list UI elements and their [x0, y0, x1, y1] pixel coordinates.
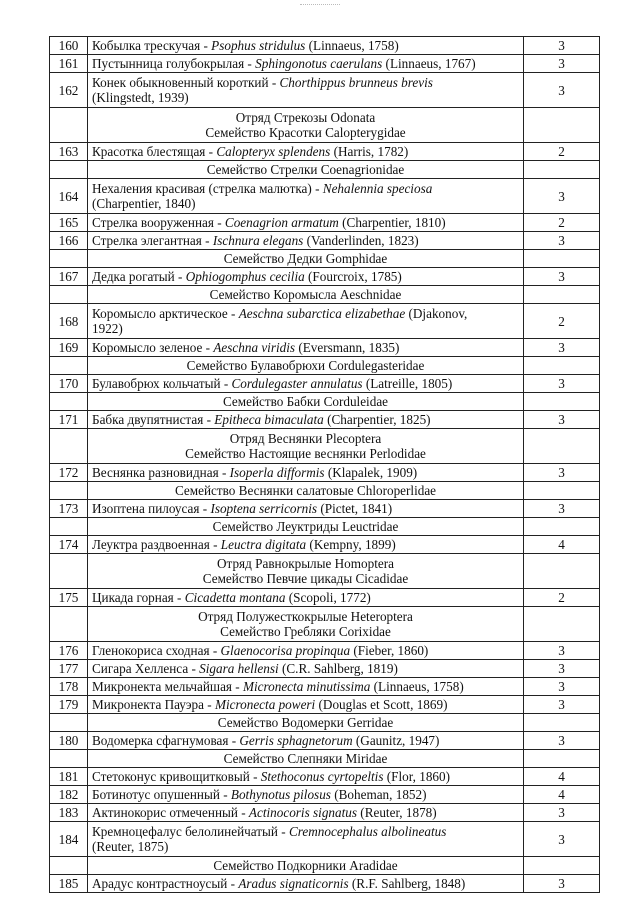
- latin-name: Bothynotus pilosus: [230, 787, 331, 802]
- russian-name: Дедка рогатый -: [92, 269, 186, 284]
- taxon-header-row: [50, 393, 600, 411]
- taxon-header: [88, 750, 524, 768]
- species-row: [50, 696, 600, 714]
- species-name: [88, 375, 524, 393]
- category-value: 3: [524, 500, 600, 518]
- species-name: [88, 589, 524, 607]
- species-number: 177: [50, 660, 88, 678]
- empty-cell: [524, 108, 600, 143]
- russian-name: Леуктра раздвоенная -: [92, 537, 221, 552]
- species-name: [88, 660, 524, 678]
- empty-cell: [524, 429, 600, 464]
- species-number: 167: [50, 268, 88, 286]
- empty-cell: [524, 518, 600, 536]
- species-row: [50, 179, 600, 214]
- empty-cell: [50, 161, 88, 179]
- species-name: [88, 304, 524, 339]
- species-table: [49, 36, 600, 893]
- taxon-header-row: [50, 161, 600, 179]
- latin-name: Epitheca bimaculata: [214, 412, 324, 427]
- author-citation: (Boheman, 1852): [330, 787, 427, 802]
- taxon-header-line: Семейство Бабки Corduleidae: [222, 394, 389, 409]
- latin-name: Psophus stridulus: [211, 38, 306, 53]
- taxon-header: [88, 554, 524, 589]
- empty-cell: [524, 554, 600, 589]
- russian-name: Коромысло арктическое -: [92, 306, 239, 321]
- author-citation: (Djakonov,: [405, 306, 468, 321]
- latin-name: Aradus signaticornis: [238, 876, 349, 891]
- species-name: [88, 232, 524, 250]
- author-citation: (Gaunitz, 1947): [352, 733, 440, 748]
- empty-cell: [50, 607, 88, 642]
- species-row: [50, 268, 600, 286]
- author-citation: (Douglas et Scott, 1869): [315, 697, 448, 712]
- taxon-header: [88, 393, 524, 411]
- species-number: 178: [50, 678, 88, 696]
- taxon-header-row: [50, 714, 600, 732]
- latin-name: Aeschna viridis: [213, 340, 296, 355]
- latin-name: Sphingonotus caerulans: [255, 56, 383, 71]
- author-citation: (Scopoli, 1772): [285, 590, 371, 605]
- latin-name: Nehalennia speciosa: [322, 181, 433, 196]
- russian-name: Булавобрюх кольчатый -: [92, 376, 232, 391]
- species-row: [50, 411, 600, 429]
- taxon-header: [88, 161, 524, 179]
- species-row: [50, 232, 600, 250]
- species-number: 172: [50, 464, 88, 482]
- empty-cell: [50, 554, 88, 589]
- species-name: [88, 500, 524, 518]
- taxon-header-row: [50, 482, 600, 500]
- author-citation: (Kempny, 1899): [306, 537, 396, 552]
- russian-name: Микронекта Пауэра -: [92, 697, 215, 712]
- species-row: [50, 339, 600, 357]
- taxon-header-line: Семейство Веснянки салатовые Chloroperlidae: [174, 483, 437, 498]
- taxon-header: [88, 357, 524, 375]
- species-name-line: [92, 181, 519, 196]
- taxon-header-line: Семейство Гребляки Corixidae: [220, 624, 391, 639]
- author-citation: (Reuter, 1878): [357, 805, 437, 820]
- author-citation: (C.R. Sahlberg, 1819): [278, 661, 398, 676]
- author-citation: (Flor, 1860): [383, 769, 450, 784]
- taxon-header-line: Семейство Дедки Gomphidae: [223, 251, 388, 266]
- empty-cell: [524, 161, 600, 179]
- empty-cell: [50, 518, 88, 536]
- russian-name: Красотка блестящая -: [92, 144, 217, 159]
- latin-name: Cicadetta montana: [184, 590, 286, 605]
- category-value: 2: [524, 589, 600, 607]
- species-row: [50, 678, 600, 696]
- species-number: 183: [50, 804, 88, 822]
- author-citation: 1922): [92, 321, 123, 336]
- species-number: 164: [50, 179, 88, 214]
- author-citation: (Pictet, 1841): [317, 501, 393, 516]
- taxon-header-row: [50, 607, 600, 642]
- category-value: 2: [524, 304, 600, 339]
- species-row: [50, 464, 600, 482]
- species-number: 163: [50, 143, 88, 161]
- russian-name: Стрелка элегантная -: [92, 233, 213, 248]
- species-row: [50, 143, 600, 161]
- taxon-header-row: [50, 108, 600, 143]
- category-value: 3: [524, 37, 600, 55]
- latin-name: Ophiogomphus cecilia: [185, 269, 305, 284]
- species-number: 182: [50, 786, 88, 804]
- taxon-header: [88, 108, 524, 143]
- russian-name: Арадус контрастноусый -: [92, 876, 239, 891]
- author-citation: (Reuter, 1875): [92, 839, 169, 854]
- category-value: 4: [524, 768, 600, 786]
- taxon-header-line: Семейство Певчие цикады Cicadidae: [202, 571, 409, 586]
- species-row: [50, 768, 600, 786]
- species-name: [88, 37, 524, 55]
- latin-name: Isoptena serricornis: [210, 501, 318, 516]
- category-value: 3: [524, 73, 600, 108]
- species-name-line: [92, 824, 519, 839]
- russian-name: Сигара Хелленса -: [92, 661, 200, 676]
- species-name: [88, 804, 524, 822]
- taxon-header-row: [50, 286, 600, 304]
- latin-name: Cremnocephalus albolineatus: [288, 824, 447, 839]
- empty-cell: [524, 393, 600, 411]
- species-row: [50, 37, 600, 55]
- latin-name: Actinocoris signatus: [248, 805, 357, 820]
- species-row: [50, 804, 600, 822]
- species-number: 184: [50, 822, 88, 857]
- species-number: 165: [50, 214, 88, 232]
- category-value: 3: [524, 464, 600, 482]
- category-value: 3: [524, 268, 600, 286]
- taxon-header-line: Семейство Водомерки Gerridae: [217, 715, 394, 730]
- category-value: 3: [524, 232, 600, 250]
- species-row: [50, 73, 600, 108]
- latin-name: Cordulegaster annulatus: [231, 376, 363, 391]
- russian-name: Ботинотус опушенный -: [92, 787, 231, 802]
- taxon-header: [88, 429, 524, 464]
- species-number: 173: [50, 500, 88, 518]
- category-value: 3: [524, 375, 600, 393]
- taxon-header-row: [50, 250, 600, 268]
- latin-name: Calopteryx splendens: [216, 144, 331, 159]
- species-row: [50, 500, 600, 518]
- latin-name: Leuctra digitata: [220, 537, 307, 552]
- species-name: [88, 339, 524, 357]
- taxon-header-line: Отряд Полужесткокрылые Heteroptera: [198, 609, 413, 624]
- russian-name: Коромысло зеленое -: [92, 340, 214, 355]
- russian-name: Пустынница голубокрылая -: [92, 56, 256, 71]
- taxon-header-row: [50, 750, 600, 768]
- species-row: [50, 642, 600, 660]
- species-name: [88, 268, 524, 286]
- author-citation: (Charpentier, 1810): [338, 215, 446, 230]
- species-number: 168: [50, 304, 88, 339]
- empty-cell: [524, 286, 600, 304]
- latin-name: Gerris sphagnetorum: [239, 733, 353, 748]
- author-citation: (Linnaeus, 1758): [305, 38, 399, 53]
- latin-name: Sigara hellensi: [199, 661, 279, 676]
- species-row: [50, 822, 600, 857]
- species-row: [50, 875, 600, 893]
- taxon-header-row: [50, 357, 600, 375]
- author-citation: (Klingstedt, 1939): [92, 90, 189, 105]
- taxon-header-line: Отряд Равнокрылые Homoptera: [217, 556, 394, 571]
- latin-name: Glaenocorisa propinqua: [220, 643, 351, 658]
- taxon-header-row: [50, 857, 600, 875]
- empty-cell: [524, 357, 600, 375]
- taxon-header-line: Семейство Стрелки Coenagrionidae: [206, 162, 405, 177]
- russian-name: Стрелка вооруженная -: [92, 215, 225, 230]
- species-name: [88, 73, 524, 108]
- species-number: 175: [50, 589, 88, 607]
- russian-name: Гленокориса сходная -: [92, 643, 221, 658]
- species-number: 169: [50, 339, 88, 357]
- taxon-header-line: Семейство Булавобрюхи Cordulegasteridae: [186, 358, 425, 373]
- author-citation: (Linnaeus, 1758): [370, 679, 464, 694]
- category-value: 4: [524, 786, 600, 804]
- author-citation: (Charpentier, 1825): [323, 412, 431, 427]
- taxon-header: [88, 250, 524, 268]
- species-name: [88, 179, 524, 214]
- species-name: [88, 732, 524, 750]
- category-value: 3: [524, 678, 600, 696]
- author-citation: (Charpentier, 1840): [92, 196, 196, 211]
- russian-name: Изоптена пилоусая -: [92, 501, 211, 516]
- species-name: [88, 786, 524, 804]
- author-citation: (Fieber, 1860): [350, 643, 429, 658]
- species-name: [88, 822, 524, 857]
- taxon-header: [88, 518, 524, 536]
- empty-cell: [50, 108, 88, 143]
- taxon-header: [88, 286, 524, 304]
- species-number: 170: [50, 375, 88, 393]
- species-name: [88, 143, 524, 161]
- category-value: 3: [524, 732, 600, 750]
- species-row: [50, 55, 600, 73]
- taxon-header: [88, 857, 524, 875]
- latin-name: Coenagrion armatum: [224, 215, 339, 230]
- author-citation: (Klapalek, 1909): [324, 465, 418, 480]
- species-name: [88, 214, 524, 232]
- species-name: [88, 55, 524, 73]
- empty-cell: [50, 857, 88, 875]
- species-number: 180: [50, 732, 88, 750]
- taxon-header-row: [50, 554, 600, 589]
- russian-name: Стетоконус кривощитковый -: [92, 769, 261, 784]
- russian-name: Бабка двупятнистая -: [92, 412, 215, 427]
- taxon-header-line: Семейство Настоящие веснянки Perlodidae: [185, 446, 426, 461]
- species-name: [88, 875, 524, 893]
- latin-name: Chorthippus brunneus brevis: [279, 75, 433, 90]
- category-value: 2: [524, 214, 600, 232]
- species-name: [88, 768, 524, 786]
- taxon-header-line: Отряд Стрекозы Odonata: [235, 110, 376, 125]
- species-name: [88, 642, 524, 660]
- russian-name: Цикада горная -: [92, 590, 185, 605]
- species-number: 185: [50, 875, 88, 893]
- taxon-header: [88, 482, 524, 500]
- species-number: 166: [50, 232, 88, 250]
- species-number: 162: [50, 73, 88, 108]
- species-row: [50, 732, 600, 750]
- species-name-line: [92, 75, 519, 90]
- category-value: 3: [524, 875, 600, 893]
- latin-name: Micronecta poweri: [215, 697, 316, 712]
- latin-name: Aeschna subarctica elizabethae: [238, 306, 406, 321]
- empty-cell: [50, 714, 88, 732]
- empty-cell: [50, 429, 88, 464]
- category-value: 3: [524, 822, 600, 857]
- russian-name: Конек обыкновенный короткий -: [92, 75, 280, 90]
- species-number: 179: [50, 696, 88, 714]
- latin-name: Isoperla difformis: [229, 465, 325, 480]
- empty-cell: [524, 607, 600, 642]
- empty-cell: [50, 482, 88, 500]
- empty-cell: [50, 357, 88, 375]
- species-number: 160: [50, 37, 88, 55]
- species-name: [88, 678, 524, 696]
- russian-name: Кобылка трескучая -: [92, 38, 212, 53]
- empty-cell: [50, 750, 88, 768]
- taxon-header-line: Семейство Коромысла Aeschnidae: [209, 287, 402, 302]
- taxon-header: [88, 607, 524, 642]
- species-number: 171: [50, 411, 88, 429]
- author-citation: (Latreille, 1805): [362, 376, 453, 391]
- species-name: [88, 696, 524, 714]
- species-number: 181: [50, 768, 88, 786]
- species-row: [50, 304, 600, 339]
- russian-name: Микронекта мельчайшая -: [92, 679, 243, 694]
- category-value: 3: [524, 179, 600, 214]
- author-citation: (R.F. Sahlberg, 1848): [348, 876, 466, 891]
- taxon-header: [88, 714, 524, 732]
- empty-cell: [50, 286, 88, 304]
- category-value: 3: [524, 804, 600, 822]
- latin-name: Micronecta minutissima: [243, 679, 371, 694]
- latin-name: Stethoconus cyrtopeltis: [260, 769, 384, 784]
- category-value: 3: [524, 660, 600, 678]
- russian-name: Актинокорис отмеченный -: [92, 805, 249, 820]
- category-value: 3: [524, 339, 600, 357]
- russian-name: Нехаления красивая (стрелка малютка) -: [92, 181, 323, 196]
- empty-cell: [524, 714, 600, 732]
- species-number: 176: [50, 642, 88, 660]
- latin-name: Ischnura elegans: [212, 233, 304, 248]
- taxon-header-line: Семейство Леуктриды Leuctridae: [212, 519, 399, 534]
- scan-artifact: [300, 4, 340, 8]
- taxon-header-line: Семейство Слепняки Miridae: [223, 751, 388, 766]
- empty-cell: [50, 393, 88, 411]
- species-row: [50, 214, 600, 232]
- species-number: 161: [50, 55, 88, 73]
- author-citation: (Eversmann, 1835): [295, 340, 400, 355]
- category-value: 3: [524, 696, 600, 714]
- author-citation: (Fourcroix, 1785): [304, 269, 402, 284]
- category-value: 2: [524, 143, 600, 161]
- species-row: [50, 589, 600, 607]
- russian-name: Водомерка сфагнумовая -: [92, 733, 240, 748]
- species-row: [50, 660, 600, 678]
- taxon-header-row: [50, 429, 600, 464]
- species-name: [88, 411, 524, 429]
- species-name: [88, 536, 524, 554]
- taxon-header-row: [50, 518, 600, 536]
- taxon-header-line: Отряд Веснянки Plecoptera: [229, 431, 382, 446]
- species-row: [50, 536, 600, 554]
- category-value: 3: [524, 642, 600, 660]
- author-citation: (Linnaeus, 1767): [382, 56, 476, 71]
- species-name: [88, 464, 524, 482]
- category-value: 3: [524, 55, 600, 73]
- species-row: [50, 375, 600, 393]
- empty-cell: [50, 250, 88, 268]
- empty-cell: [524, 750, 600, 768]
- empty-cell: [524, 250, 600, 268]
- species-table-body: [50, 37, 600, 893]
- russian-name: Кремноцефалус белолинейчатый -: [92, 824, 289, 839]
- species-name-line: [92, 306, 519, 321]
- empty-cell: [524, 857, 600, 875]
- russian-name: Веснянка разновидная -: [92, 465, 230, 480]
- author-citation: (Vanderlinden, 1823): [303, 233, 419, 248]
- species-row: [50, 786, 600, 804]
- category-value: 3: [524, 411, 600, 429]
- category-value: 4: [524, 536, 600, 554]
- empty-cell: [524, 482, 600, 500]
- taxon-header-line: Семейство Подкорники Aradidae: [213, 858, 398, 873]
- species-number: 174: [50, 536, 88, 554]
- author-citation: (Harris, 1782): [330, 144, 409, 159]
- taxon-header-line: Семейство Красотки Calopterygidae: [205, 125, 406, 140]
